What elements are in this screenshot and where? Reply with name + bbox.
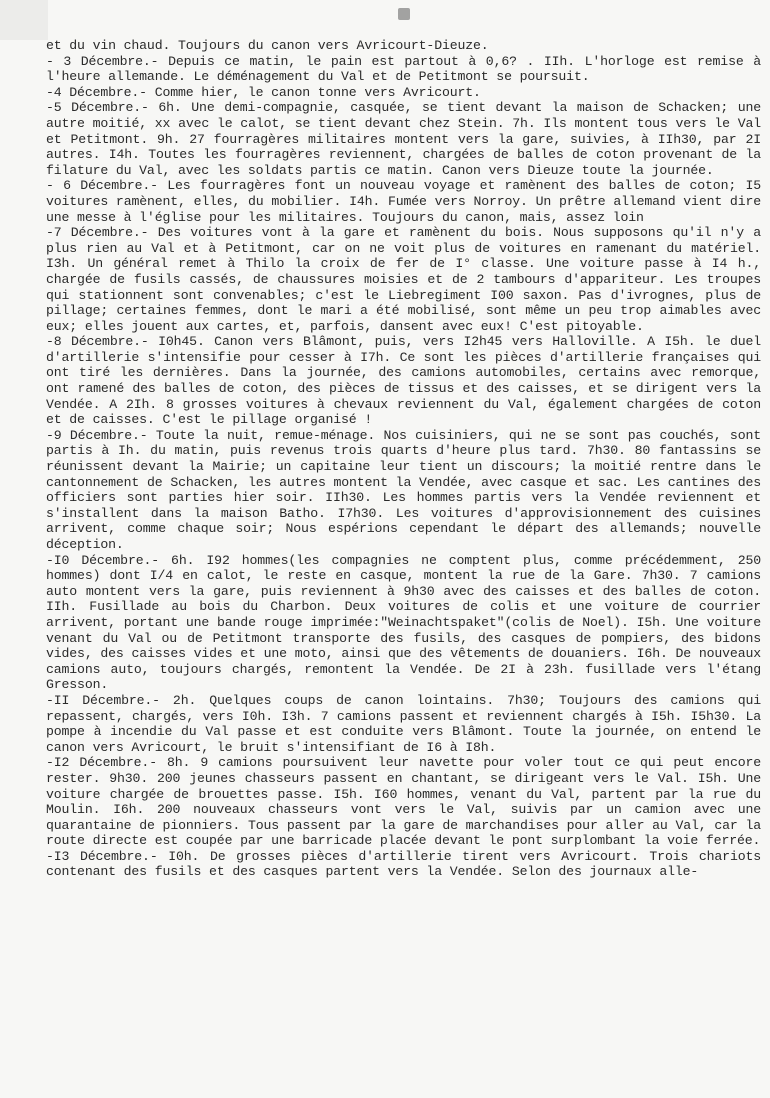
- entry-8-december: -8 Décembre.- I0h45. Canon vers Blâmont, puis, vers I2h45 vers Halloville. A I5h. le duel d'artillerie s'intensifie pour cesser à I7h. Ce sont les pièces d'artillerie françaises qui ont tiré les dernières. Dans la journée, des camions automobiles, certains avec remorque, ont ramené des balles de coton, des pièces de tissus et des caisses, et se dirigent vers la Vendée. A 2Ih. 8 grosses voitures à chevaux reviennent du Val, également chargées de coton et de caisses. C'est le pillage organisé !: [46, 334, 769, 428]
- entry-7-december: -7 Décembre.- Des voitures vont à la gare et ramènent du bois. Nous supposons qu'il n'y a plus rien au Val et à Petitmont, car on ne voit plus de voitures en ramenant du matériel. I3h. Un général remet à Thilo la croix de fer de I° classe. Une voiture passe à I4 h., chargée de fusils cassés, de chaussures moisies et de 2 tambours d'appariteur. Les troupes qui stationnent sont convenables; c'est le Liebregiment I00 saxon. Pas d'ivrognes, plus de pillage; certaines femmes, dont le mari a été mobilisé, sont même un peu trop aimables avec eux; elles jouent aux cartes, et, parfois, dansent avec eux! C'est pitoyable.: [46, 225, 769, 334]
- entry-continuation: et du vin chaud. Toujours du canon vers Avricourt-Dieuze.: [46, 38, 489, 53]
- entry-12-december: -I2 Décembre.- 8h. 9 camions poursuivent leur navette pour voler tout ce qui peut encore rester. 9h30. 200 jeunes chasseurs passent en chantant, se dirigeant vers le Val. I5h. Une voiture chargée de brouettes passe. I5h. I60 hommes, venant du Val, partent par la rue du Moulin. I6h. 200 nouveaux chasseurs vont vers le Val, suivis par un camion avec une quarantaine de pionniers. Tous passent par la gare de marchandises pour aller au Val, car la route directe est coupée par une barricade placée devant le pont surplombant la voie ferrée.: [46, 755, 769, 849]
- entry-5-december: -5 Décembre.- 6h. Une demi-compagnie, casquée, se tient devant la maison de Schacken; une autre moitié, xx avec le calot, se tient devant chez Stein. 7h. Ils montent tous vers le Val et Petitmont. 9h. 27 fourragères militaires montent vers la gare, suivies, à IIh30, par 2I autres. I4h. Toutes les fourragères reviennent, chargées de balles de coton provenant de la filature du Val, avec les soldats partis ce matin. Canon vers Dieuze toute la journée.: [46, 100, 769, 178]
- entry-11-december: -II Décembre.- 2h. Quelques coups de canon lointains. 7h30; Toujours des camions qui repassent, chargés, vers I0h. I3h. 7 camions passent et reviennent chargés à I5h. I5h30. La pompe à incendie du Val passe et est conduite vers Blâmont. Toute la journée, on entend le canon vers Avricourt, le bruit s'intensifiant de I6 à I8h.: [46, 692, 769, 755]
- entry-3-december: - 3 Décembre.- Depuis ce matin, le pain est partout à 0,6? . IIh. L'horloge est remise à l'heure allemande. Le déménagement du Val et de Petitmont se poursuit.: [46, 53, 769, 85]
- punch-hole-mark: [398, 8, 410, 20]
- entry-6-december: - 6 Décembre.- Les fourragères font un nouveau voyage et ramènent des balles de coton; I5 voitures ramènent, elles, du mobilier. I4h. Fumée vers Norroy. Un prêtre allemand vient dire une messe à l'église pour les militaires. Toujours du canon, mais, assez loin: [46, 178, 769, 225]
- paper-corner: [0, 0, 48, 40]
- entry-9-december: -9 Décembre.- Toute la nuit, remue-ménage. Nos cuisiniers, qui ne se sont pas couchés, sont partis à Ih. du matin, puis revenus trois quarts d'heure plus tard. 7h30. 80 fantassins se réunissent devant la Mairie; un capitaine leur tient un discours; la moitié rentre dans le cantonnement de Schacken, les autres montent la Vendée, avec casque et sac. Les cantines des officiers sont parties hier soir. IIh30. Les hommes partis vers la Vendée reviennent et s'installent dans la maison Batho. I7h30. Les voitures d'approvisionnement des cuisines arrivent, comme chaque soir; Nous espérions cependant le départ des allemands; nouvelle déception.: [46, 427, 769, 552]
- diary-text-body: [46, 38, 769, 880]
- entry-13-december: -I3 Décembre.- I0h. De grosses pièces d'artillerie tirent vers Avricourt. Trois chariots contenant des fusils et des casques partent vers la Vendée. Selon des journaux alle-: [46, 848, 769, 880]
- entry-10-december: -I0 Décembre.- 6h. I92 hommes(les compagnies ne comptent plus, comme précédemment, 250 hommes) dont I/4 en calot, le reste en casque, montent la rue de la Gare. 7h30. 7 camions auto montent vers la gare, puis reviennent à 9h30 avec des caisses et des balles de coton. IIh. Fusillade au bois du Charbon. Deux voitures de colis et une voiture de courrier arrivent, portant une bande rouge imprimée:"Weinachtspaket"(colis de Noel). I5h. Une voiture venant du Val ou de Petitmont transporte des fusils, des casques de pompiers, des bidons vides, des caisses vides et une moto, ainsi que des vêtements de douaniers. I6h. De nouveaux camions auto, toujours chargés, remontent la Vendée. De 2I à 23h. fusillade vers l'étang Gresson.: [46, 552, 769, 693]
- entry-4-december: -4 Décembre.- Comme hier, le canon tonne vers Avricourt.: [46, 84, 481, 100]
